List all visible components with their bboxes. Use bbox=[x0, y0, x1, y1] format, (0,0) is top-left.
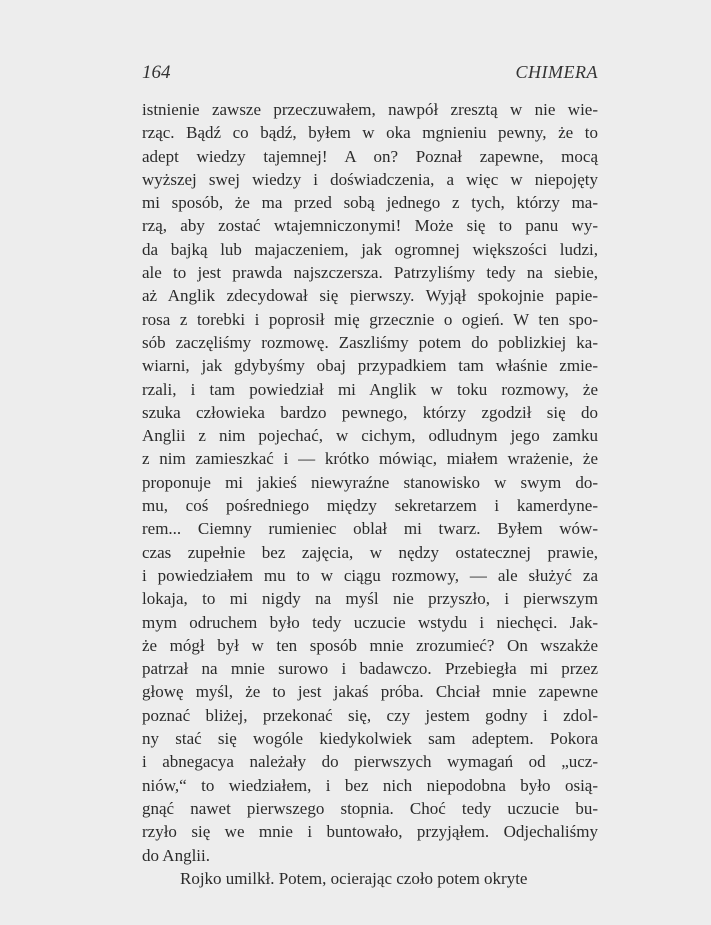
running-title: CHIMERA bbox=[515, 62, 598, 82]
text-line: rem... Ciemny rumieniec oblał mi twarz. Byłem wów- bbox=[142, 519, 598, 539]
text-line: Anglii z nim pojechać, w cichym, odludnym jego zamku bbox=[142, 426, 598, 446]
text-line: da bajką lub majaczeniem, jak ogromnej większości ludzi, bbox=[142, 239, 598, 259]
page-header bbox=[142, 62, 598, 86]
text-line: że mógł był w ten sposób mnie zrozumieć? On wszakże bbox=[142, 635, 598, 655]
text-line: poznać bliżej, przekonać się, czy jestem godny i zdol- bbox=[142, 705, 598, 725]
text-line: wiarni, jak gdybyśmy obaj przypadkiem tam właśnie zmie- bbox=[142, 356, 598, 376]
text-line: adept wiedzy tajemnej! A on? Poznał zapewne, mocą bbox=[142, 146, 598, 166]
text-line: gnąć nawet pierwszego stopnia. Choć tedy uczucie bu- bbox=[142, 798, 598, 818]
text-line: rosa z torebki i poprosił mię grzecznie o ogień. W ten spo- bbox=[142, 309, 598, 329]
text-line: mi sposób, że ma przed sobą jednego z tych, którzy ma- bbox=[142, 193, 598, 213]
text-line: niów,“ to wiedziałem, i bez nich niepodobna było osią- bbox=[142, 775, 598, 795]
text-line: proponuje mi jakieś niewyraźne stanowisko w swym do- bbox=[142, 472, 598, 492]
text-line: istnienie zawsze przeczuwałem, nawpół zresztą w nie wie- bbox=[142, 100, 598, 119]
text-line: ny stać się wogóle kiedykolwiek sam adeptem. Pokora bbox=[142, 729, 598, 749]
text-line: ale to jest prawda najszczersza. Patrzyliśmy tedy na siebie, bbox=[142, 263, 598, 283]
text-line: wyższej swej wiedzy i doświadczenia, a więc w niepojęty bbox=[142, 169, 598, 189]
text-line: mu, coś pośredniego między sekretarzem i kamerdyne- bbox=[142, 496, 598, 516]
body-text bbox=[142, 98, 598, 890]
text-line: głowę myśl, że to jest jakaś próba. Chciał mnie zapewne bbox=[142, 682, 598, 702]
text-line-paragraph-end: do Anglii. bbox=[142, 845, 211, 865]
text-line: szuka człowieka bardzo pewnego, którzy zgodził się do bbox=[142, 402, 598, 422]
text-line: rzyło się we mnie i buntowało, przyjąłem. Odjechaliśmy bbox=[142, 822, 598, 842]
text-line: rzali, i tam powiedział mi Anglik w toku rozmowy, że bbox=[142, 379, 598, 399]
text-line-paragraph-start: Rojko umilkł. Potem, ocierając czoło potem okryte bbox=[180, 868, 528, 888]
text-line: z nim zamieszkać i — krótko mówiąc, miałem wrażenie, że bbox=[142, 449, 598, 469]
text-line: lokaja, to mi nigdy na myśl nie przyszło, i pierwszym bbox=[142, 589, 598, 609]
text-line: mym odruchem było tedy uczucie wstydu i niechęci. Jak- bbox=[142, 612, 598, 632]
text-line: czas zupełnie bez zajęcia, w nędzy ostatecznej prawie, bbox=[142, 542, 598, 562]
text-line: i powiedziałem mu to w ciągu rozmowy, — ale służyć za bbox=[142, 565, 598, 585]
text-line: i abnegacya należały do pierwszych wymagań od „ucz- bbox=[142, 752, 598, 772]
text-line: sób zaczęliśmy rozmowę. Zaszliśmy potem do poblizkiej ka- bbox=[142, 332, 598, 352]
text-line: patrzał na mnie surowo i badawczo. Przebiegła mi przez bbox=[142, 659, 598, 679]
text-line: rzą, aby zostać wtajemniczonymi! Może się to panu wy- bbox=[142, 216, 598, 236]
text-line: aż Anglik zdecydował się pierwszy. Wyjął spokojnie papie- bbox=[142, 286, 598, 306]
page-number: 164 bbox=[142, 62, 171, 83]
text-line: rząc. Bądź co bądź, byłem w oka mgnieniu pewny, że to bbox=[142, 123, 598, 143]
